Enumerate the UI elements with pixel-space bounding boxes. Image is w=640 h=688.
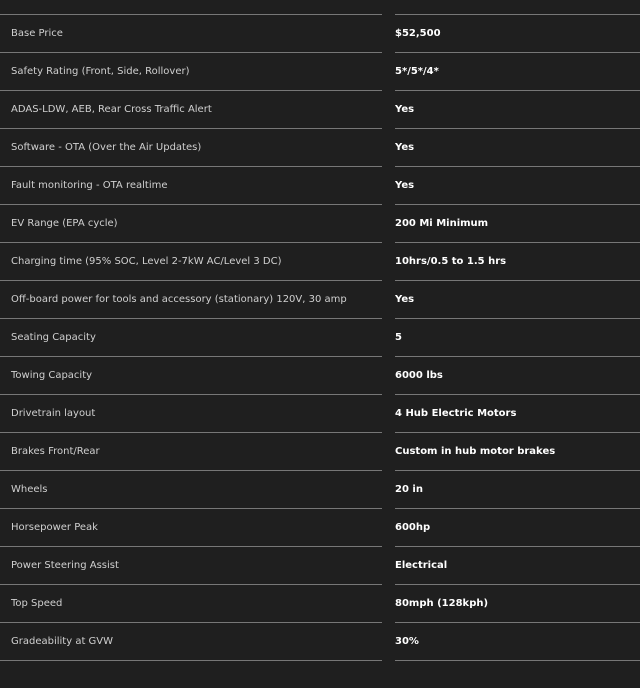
spec-row-drivetrain <box>0 394 640 432</box>
spec-label: Top Speed <box>0 584 382 622</box>
divider-left <box>0 660 382 661</box>
spec-table <box>0 14 640 688</box>
spec-label: Seating Capacity <box>0 318 382 356</box>
spec-label: ADAS-LDW, AEB, Rear Cross Traffic Alert <box>0 90 382 128</box>
spec-value: Electrical <box>395 546 640 584</box>
spec-row-fault-monitoring <box>0 166 640 204</box>
spec-label: Fault monitoring - OTA realtime <box>0 166 382 204</box>
spec-row-software-ota <box>0 128 640 166</box>
spec-label: Brakes Front/Rear <box>0 432 382 470</box>
spec-value: Yes <box>395 166 640 204</box>
spec-value: 80mph (128kph) <box>395 584 640 622</box>
spec-label: Software - OTA (Over the Air Updates) <box>0 128 382 166</box>
spec-row-wheels <box>0 470 640 508</box>
spec-value: 6000 lbs <box>395 356 640 394</box>
spec-row-towing-capacity <box>0 356 640 394</box>
spec-label: Off-board power for tools and accessory (stationary) 120V, 30 amp <box>0 280 382 318</box>
spec-value: 200 Mi Minimum <box>395 204 640 242</box>
spec-label: Base Price <box>0 14 382 52</box>
spec-row-seating-capacity <box>0 318 640 356</box>
spec-value: 30% <box>395 622 640 660</box>
spec-row-charging-time <box>0 242 640 280</box>
spec-row-offboard-power <box>0 280 640 318</box>
spec-row-power-steering <box>0 546 640 584</box>
spec-row-base-price <box>0 14 640 52</box>
spec-value: 5*/5*/4* <box>395 52 640 90</box>
spec-row-brakes <box>0 432 640 470</box>
spec-value: 20 in <box>395 470 640 508</box>
spec-value: Yes <box>395 128 640 166</box>
divider-right <box>395 660 640 661</box>
spec-label: Drivetrain layout <box>0 394 382 432</box>
spec-value: 5 <box>395 318 640 356</box>
spec-label: Gradeability at GVW <box>0 622 382 660</box>
spec-row-adas <box>0 90 640 128</box>
spec-value: $52,500 <box>395 14 640 52</box>
spec-label: EV Range (EPA cycle) <box>0 204 382 242</box>
spec-row-horsepower <box>0 508 640 546</box>
spec-label: Wheels <box>0 470 382 508</box>
spec-value: 10hrs/0.5 to 1.5 hrs <box>395 242 640 280</box>
spec-row-safety-rating <box>0 52 640 90</box>
spec-value: 600hp <box>395 508 640 546</box>
spec-label: Power Steering Assist <box>0 546 382 584</box>
spec-row-top-speed <box>0 584 640 622</box>
spec-label: Safety Rating (Front, Side, Rollover) <box>0 52 382 90</box>
spec-row-gradeability <box>0 622 640 660</box>
spec-value: 4 Hub Electric Motors <box>395 394 640 432</box>
spec-label: Towing Capacity <box>0 356 382 394</box>
spec-value: Yes <box>395 280 640 318</box>
spec-value: Yes <box>395 90 640 128</box>
spec-row-ev-range <box>0 204 640 242</box>
spec-label: Charging time (95% SOC, Level 2-7kW AC/Level 3 DC) <box>0 242 382 280</box>
spec-label: Horsepower Peak <box>0 508 382 546</box>
spec-value: Custom in hub motor brakes <box>395 432 640 470</box>
